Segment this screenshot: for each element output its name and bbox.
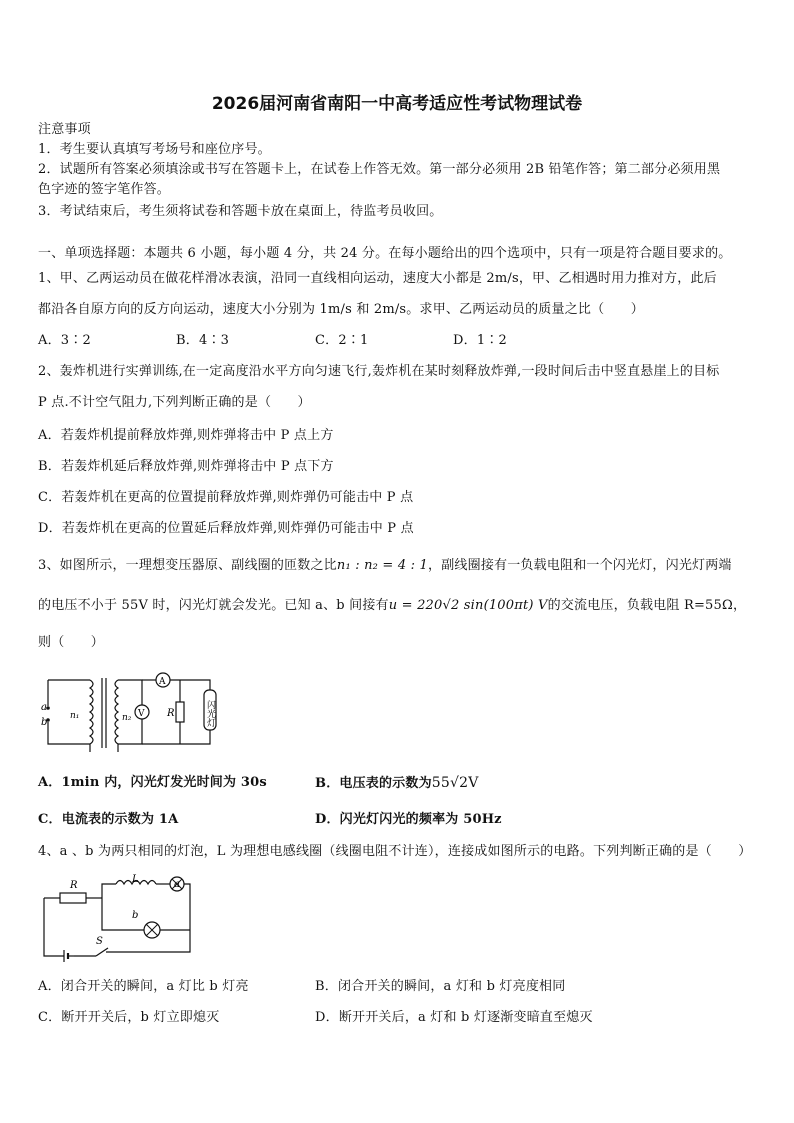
q3-option-d: D．闪光灯闪光的频率为 50Hz: [315, 812, 502, 827]
notice-item-1: 1．考生要认真填写考场号和座位序号。: [38, 142, 271, 157]
q3-stem-line1: [38, 558, 732, 574]
notice-item-3: 3．考试结束后，考生须将试卷和答题卡放在桌面上，待监考员收回。: [38, 204, 443, 219]
q3-voltage-formula: u = 220√2 sin(100πt) V: [388, 598, 548, 613]
q3-option-a: A．1min 内，闪光灯发光时间为 30s: [38, 775, 267, 790]
resistor-icon: [176, 702, 184, 722]
voltmeter-label: V: [138, 709, 145, 719]
notice-heading: 注意事项: [38, 122, 91, 137]
q3-stem-line2: [38, 598, 746, 614]
q4-option-a: A．闭合开关的瞬间，a 灯比 b 灯亮: [38, 979, 249, 994]
q2-stem-line2: P 点.不计空气阻力,下列判断正确的是（ ）: [38, 395, 311, 410]
page-title: 2026届河南省南阳一中高考适应性考试物理试卷: [211, 94, 583, 114]
q3-stem-text-b: ，副线圈接有一负载电阻和一个闪光灯，闪光灯两端: [428, 558, 732, 573]
q3-turns-ratio-formula: n₁ : n₂ = 4 : 1: [336, 558, 429, 573]
q3-stem-line3: 则（ ）: [38, 635, 105, 650]
label-S: S: [96, 936, 103, 947]
label-a: a: [174, 879, 180, 890]
label-b: b: [132, 910, 139, 921]
q4-option-c: C．断开开关后，b 灯立即熄灭: [38, 1010, 220, 1025]
resistor-icon: [60, 893, 86, 903]
q3-option-b-text: B．电压表的示数为: [315, 776, 432, 791]
ammeter-label: A: [159, 677, 166, 687]
notice-item-2: 2．试题所有答案必须填涂或书写在答题卡上，在试卷上作答无效。第一部分必须用 2B 铅笔作答；第二部分必须用黑: [38, 162, 721, 177]
q1-stem-line1: 1、甲、乙两运动员在做花样滑冰表演，沿同一直线相向运动，速度大小都是 2m/s，甲、乙相遇时用力推对方，此后: [38, 271, 717, 286]
q4-option-b: B．闭合开关的瞬间，a 灯和 b 灯亮度相同: [315, 979, 566, 994]
q2-option-d: D．若轰炸机在更高的位置延后释放炸弹,则炸弹仍可能击中 P 点: [38, 521, 414, 536]
lamp-label: 闪光灯: [205, 700, 215, 727]
q1-stem-line2: 都沿各自原方向的反方向运动，速度大小分别为 1m/s 和 2m/s。求甲、乙两运动员的质量之比（ ）: [38, 302, 644, 317]
label-a: a: [41, 702, 47, 713]
q2-option-c: C．若轰炸机在更高的位置提前释放炸弹,则炸弹仍可能击中 P 点: [38, 490, 414, 505]
q3-option-b: [315, 775, 479, 792]
q3-stem-text-d: 的交流电压，负载电阻 R=55Ω，: [547, 598, 747, 613]
section-heading: 一、单项选择题：本题共 6 小题，每小题 4 分，共 24 分。在每小题给出的四个选项中，只有一项是符合题目要求的。: [38, 246, 732, 261]
q2-stem-line1: 2、轰炸机进行实弹训练,在一定高度沿水平方向匀速飞行,轰炸机在某时刻释放炸弹,一段时间后击中竖直悬崖上的目标: [38, 364, 720, 379]
label-b: b: [41, 717, 48, 728]
label-n2: n₂: [122, 713, 132, 723]
q4-stem-line1: 4、a 、b 为两只相同的灯泡，L 为理想电感线圈（线圈电阻不计连），连接成如图所示的电路。下列判断正确的是（ ）: [38, 844, 752, 859]
lamp-b-icon: [144, 922, 160, 938]
q1-option-c: C．2∶1: [315, 333, 369, 348]
q1-option-b: B．4∶3: [176, 333, 230, 348]
label-n1: n₁: [70, 711, 80, 721]
q1-option-a: A．3∶2: [38, 333, 91, 348]
q3-stem-text-a: 3、如图所示，一理想变压器原、副线圈的匝数之比: [38, 558, 337, 573]
label-R: R: [70, 880, 78, 891]
q3-transformer-circuit-figure: [38, 668, 228, 758]
q1-option-d: D．1∶2: [453, 333, 507, 348]
q4-inductor-circuit-figure: [40, 874, 200, 962]
q2-option-b: B．若轰炸机延后释放炸弹,则炸弹将击中 P 点下方: [38, 459, 334, 474]
label-L: L: [132, 874, 139, 885]
q3-stem-text-c: 的电压不小于 55V 时，闪光灯就会发光。已知 a、b 间接有: [38, 598, 389, 613]
q4-option-d: D．断开开关后，a 灯和 b 灯逐渐变暗直至熄灭: [315, 1010, 593, 1025]
notice-item-2-cont: 色字迹的签字笔作答。: [38, 182, 171, 197]
q3-option-b-formula: 55√2V: [431, 775, 479, 791]
q3-option-c: C．电流表的示数为 1A: [38, 812, 179, 827]
q2-option-a: A．若轰炸机提前释放炸弹,则炸弹将击中 P 点上方: [38, 428, 334, 443]
resistor-label: R: [167, 708, 175, 719]
